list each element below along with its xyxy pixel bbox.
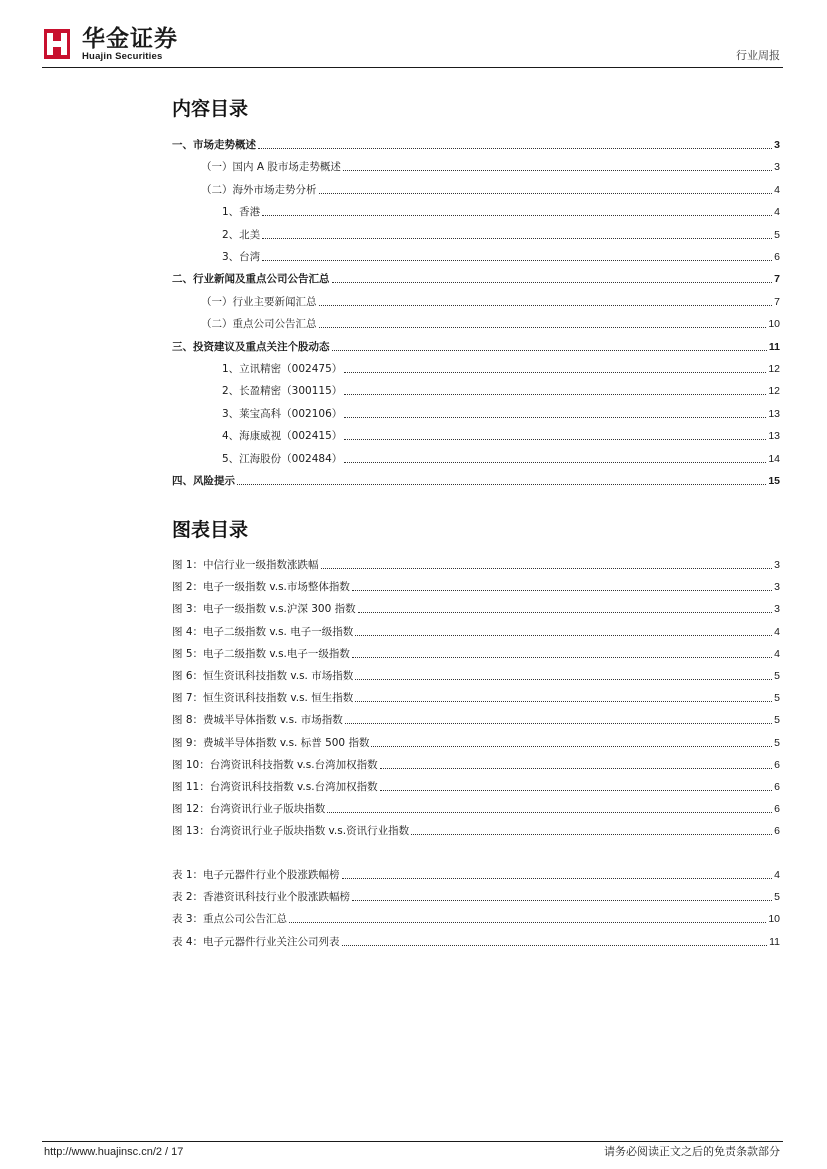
- toc-entry-page: 13: [768, 407, 780, 420]
- toc-entry[interactable]: [172, 472, 780, 488]
- toc-entry[interactable]: [222, 226, 780, 242]
- dot-leader: [319, 193, 773, 194]
- dot-leader: [344, 394, 766, 395]
- toc-entry[interactable]: [201, 293, 780, 309]
- toc-entry[interactable]: [201, 158, 780, 174]
- chart-index-entry-label: 图 13：台湾资讯行业子版块指数 v.s.资讯行业指数: [172, 825, 410, 838]
- page-header: [0, 0, 827, 70]
- table-index-entry[interactable]: [172, 910, 780, 926]
- dot-leader: [289, 922, 766, 923]
- toc-entry-page: 13: [768, 430, 780, 443]
- dot-leader: [380, 768, 773, 769]
- toc-entry[interactable]: [172, 136, 780, 152]
- chart-index-entry-label: 图 5：电子二级指数 v.s.电子一级指数: [172, 647, 350, 660]
- chart-index-entry-page: 5: [774, 670, 780, 682]
- chart-index-entry[interactable]: [172, 800, 780, 816]
- toc-entry-label: 1、香港: [222, 206, 261, 219]
- dot-leader: [352, 657, 772, 658]
- chart-index-entry-page: 6: [774, 803, 780, 816]
- chart-index-entry-page: 3: [774, 559, 780, 571]
- footer-disclaimer: 请务必阅读正文之后的免责条款部分: [604, 1145, 780, 1158]
- chart-index-entry[interactable]: [172, 778, 780, 794]
- toc-entry-page: 6: [774, 251, 780, 263]
- toc-entry-label: 1、立讯精密（002475）: [222, 363, 343, 375]
- table-index-entry[interactable]: [172, 866, 780, 882]
- toc-entry[interactable]: [201, 181, 780, 197]
- table-index-entry-label: 表 3：重点公司公告汇总: [172, 913, 288, 926]
- toc-entry[interactable]: [222, 360, 780, 376]
- toc-entry-page: 12: [768, 363, 780, 375]
- table-index-entry-label: 表 1：电子元器件行业个股涨跌幅榜: [172, 869, 340, 881]
- chart-index-entry-label: 图 6：恒生资讯科技指数 v.s. 市场指数: [172, 670, 354, 682]
- toc-entry[interactable]: [172, 338, 780, 354]
- dot-leader: [344, 372, 766, 373]
- toc-entry-label: 3、台湾: [222, 251, 261, 263]
- toc-entry-label: （二）重点公司公告汇总: [201, 318, 317, 331]
- dot-leader: [344, 439, 766, 440]
- footer-divider: [42, 1141, 783, 1142]
- brand-name-cn: 华金证券: [82, 26, 178, 52]
- chart-index-entry-page: 5: [774, 692, 780, 705]
- chart-index-entry-page: 3: [774, 581, 780, 594]
- toc-entry[interactable]: [222, 427, 780, 443]
- toc-entry[interactable]: [222, 450, 780, 466]
- toc-entry-label: 5、江海股份（002484）: [222, 452, 343, 465]
- dot-leader: [380, 790, 773, 791]
- chart-index-entry-label: 图 10：台湾资讯科技指数 v.s.台湾加权指数: [172, 758, 378, 771]
- toc-entry-label: 2、长盈精密（300115）: [222, 385, 343, 398]
- dot-leader: [344, 417, 766, 418]
- toc-entry-page: 3: [774, 161, 780, 174]
- dot-leader: [343, 170, 772, 171]
- toc-entry-page: 3: [774, 139, 780, 151]
- report-type: 行业周报: [736, 49, 780, 62]
- chart-index-entry-page: 6: [774, 825, 780, 838]
- chart-index-entry-page: 4: [774, 625, 780, 638]
- toc-entry-page: 10: [768, 318, 780, 331]
- chart-index-entry[interactable]: [172, 623, 780, 639]
- toc-entry-page: 12: [768, 385, 780, 398]
- dot-leader: [258, 148, 772, 149]
- chart-index-entry-page: 6: [774, 758, 780, 771]
- chart-index-entry-label: 图 8：费城半导体指数 v.s. 市场指数: [172, 714, 343, 727]
- table-index-entry-page: 4: [774, 869, 780, 881]
- chart-index-entry[interactable]: [172, 578, 780, 594]
- toc-entry-label: 2、北美: [222, 228, 261, 241]
- dot-leader: [345, 723, 772, 724]
- toc-entry-label: 四、风险提示: [172, 475, 235, 487]
- dot-leader: [319, 327, 767, 328]
- chart-index-entry[interactable]: [172, 756, 780, 772]
- toc-entry-label: 3、莱宝高科（002106）: [222, 407, 343, 420]
- chart-index-entry-label: 图 4：电子二级指数 v.s. 电子一级指数: [172, 625, 354, 638]
- toc-entry-page: 4: [774, 206, 780, 219]
- dot-leader: [358, 612, 773, 613]
- chart-index-entry[interactable]: [172, 667, 780, 683]
- chart-index-entry-page: 5: [774, 736, 780, 749]
- chart-index-entry-label: 图 7：恒生资讯科技指数 v.s. 恒生指数: [172, 692, 354, 705]
- dot-leader: [327, 812, 772, 813]
- toc-entry[interactable]: [222, 203, 780, 219]
- chart-index-entry-page: 6: [774, 781, 780, 793]
- dot-leader: [355, 679, 772, 680]
- chart-index-entry[interactable]: [172, 600, 780, 616]
- dot-leader: [352, 900, 772, 901]
- toc-entry-label: 一、市场走势概述: [172, 139, 256, 151]
- chart-index-entry[interactable]: [172, 689, 780, 705]
- chart-index-entry-page: 5: [774, 714, 780, 727]
- toc-entry[interactable]: [201, 315, 780, 331]
- dot-leader: [237, 484, 766, 485]
- toc-entry-label: 三、投资建议及重点关注个股动态: [172, 340, 330, 353]
- toc-entry-page: 11: [768, 340, 780, 353]
- table-index-entry[interactable]: [172, 933, 780, 949]
- chart-index-entry-label: 图 9：费城半导体指数 v.s. 标普 500 指数: [172, 736, 370, 749]
- table-index-entry-page: 10: [768, 913, 780, 926]
- toc-entry-page: 14: [768, 452, 780, 465]
- dot-leader: [342, 878, 773, 879]
- footer-url-page[interactable]: http://www.huajinsc.cn/2 / 17: [44, 1146, 184, 1158]
- header-divider: [42, 67, 783, 68]
- dot-leader: [352, 590, 772, 591]
- table-index-entry[interactable]: [172, 888, 780, 904]
- toc-entry[interactable]: [172, 270, 780, 286]
- dot-leader: [355, 701, 772, 702]
- chart-index-entry-label: 图 12：台湾资讯行业子版块指数: [172, 803, 326, 816]
- dot-leader: [355, 635, 772, 636]
- toc-entry[interactable]: [222, 248, 780, 264]
- dot-leader: [321, 568, 773, 569]
- dot-leader: [411, 834, 772, 835]
- table-index-entry-page: 5: [774, 891, 780, 904]
- chart-index-entry[interactable]: [172, 734, 780, 750]
- toc-entry[interactable]: [222, 382, 780, 398]
- toc-entry-label: （一）国内 A 股市场走势概述: [201, 161, 341, 174]
- chart-index-entry-page: 3: [774, 603, 780, 616]
- dot-leader: [332, 282, 773, 283]
- huajin-logo-icon: [44, 29, 70, 59]
- toc-entry-label: （一）行业主要新闻汇总: [201, 295, 317, 308]
- table-index-entry-page: 11: [769, 935, 780, 948]
- toc-entry[interactable]: [222, 405, 780, 421]
- chart-index-entry[interactable]: [172, 645, 780, 661]
- dot-leader: [262, 238, 772, 239]
- chart-index-entry[interactable]: [172, 822, 780, 838]
- dot-leader: [332, 350, 767, 351]
- toc-entry-page: 5: [774, 228, 780, 241]
- brand-name-en: Huajin Securities: [82, 51, 163, 62]
- chart-index-entry[interactable]: [172, 556, 780, 572]
- toc-entry-label: 4、海康威视（002415）: [222, 430, 343, 443]
- dot-leader: [262, 260, 772, 261]
- dot-leader: [342, 945, 768, 946]
- toc-entry-page: 7: [774, 273, 780, 286]
- dot-leader: [262, 215, 772, 216]
- dot-leader: [319, 305, 773, 306]
- toc-entry-page: 15: [768, 475, 780, 487]
- toc-title: 内容目录: [172, 98, 249, 120]
- figures-title: 图表目录: [172, 519, 249, 541]
- chart-index-entry-label: 图 11：台湾资讯科技指数 v.s.台湾加权指数: [172, 781, 378, 793]
- chart-index-entry-label: 图 3：电子一级指数 v.s.沪深 300 指数: [172, 603, 356, 616]
- toc-entry-label: 二、行业新闻及重点公司公告汇总: [172, 273, 330, 286]
- chart-index-entry-page: 4: [774, 647, 780, 660]
- table-index-entry-label: 表 2：香港资讯科技行业个股涨跌幅榜: [172, 891, 351, 904]
- toc-entry-page: 7: [774, 295, 780, 308]
- chart-index-entry-label: 图 1：中信行业一级指数涨跌幅: [172, 559, 319, 571]
- dot-leader: [344, 462, 766, 463]
- toc-entry-label: （二）海外市场走势分析: [201, 183, 317, 196]
- chart-index-entry-label: 图 2：电子一级指数 v.s.市场整体指数: [172, 581, 350, 594]
- table-index-entry-label: 表 4：电子元器件行业关注公司列表: [172, 935, 340, 948]
- dot-leader: [371, 746, 772, 747]
- chart-index-entry[interactable]: [172, 711, 780, 727]
- toc-entry-page: 4: [774, 183, 780, 196]
